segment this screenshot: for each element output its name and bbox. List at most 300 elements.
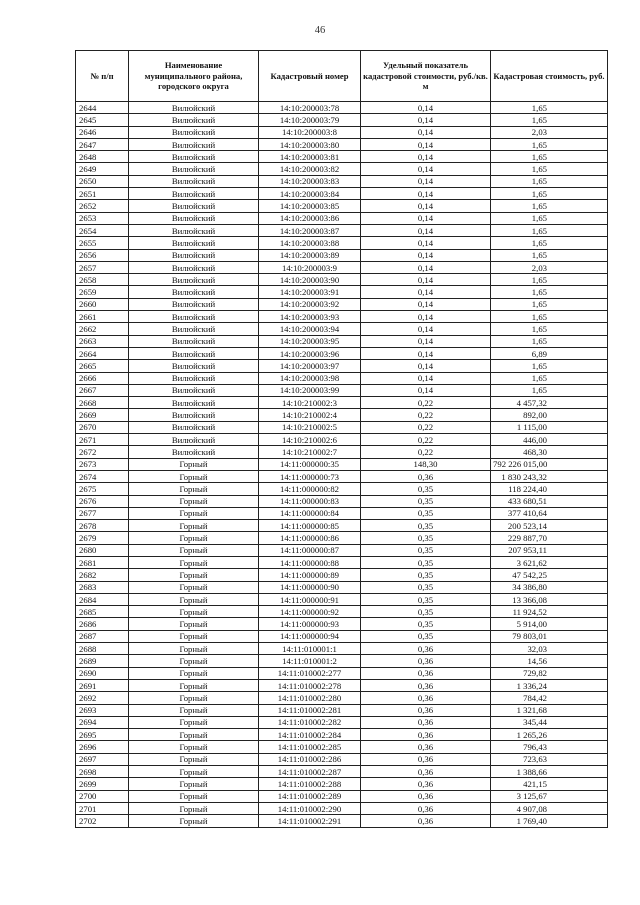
cell-district: Горный xyxy=(129,692,259,704)
cell-number: 2698 xyxy=(76,766,129,778)
cell-specific-value: 0,14 xyxy=(361,286,491,298)
cell-district: Горный xyxy=(129,569,259,581)
cell-cadastral-number: 14:11:010002:291 xyxy=(259,815,361,827)
cell-cadastral-value: 468,30 xyxy=(491,446,608,458)
cell-cadastral-value: 729,82 xyxy=(491,667,608,679)
cell-cadastral-number: 14:11:000000:82 xyxy=(259,483,361,495)
table-row xyxy=(76,766,608,778)
cell-cadastral-value: 1,65 xyxy=(491,286,608,298)
table-row xyxy=(76,360,608,372)
table-row xyxy=(76,581,608,593)
cell-district: Вилюйский xyxy=(129,421,259,433)
cell-specific-value: 0,14 xyxy=(361,175,491,187)
column-header-number: № п/п xyxy=(76,51,129,102)
cell-cadastral-number: 14:10:200003:92 xyxy=(259,298,361,310)
table-row xyxy=(76,778,608,790)
cell-district: Горный xyxy=(129,556,259,568)
cell-specific-value: 0,22 xyxy=(361,397,491,409)
cell-specific-value: 0,14 xyxy=(361,126,491,138)
table-row xyxy=(76,520,608,532)
cell-cadastral-value: 1,65 xyxy=(491,372,608,384)
cell-district: Горный xyxy=(129,778,259,790)
cell-cadastral-value: 1,65 xyxy=(491,249,608,261)
cell-cadastral-number: 14:11:010002:280 xyxy=(259,692,361,704)
cell-district: Вилюйский xyxy=(129,261,259,273)
cell-number: 2669 xyxy=(76,409,129,421)
cell-cadastral-number: 14:10:200003:80 xyxy=(259,138,361,150)
cell-number: 2645 xyxy=(76,114,129,126)
cell-cadastral-number: 14:10:200003:81 xyxy=(259,151,361,163)
table-row xyxy=(76,249,608,261)
cell-number: 2663 xyxy=(76,335,129,347)
table-row xyxy=(76,790,608,802)
cell-number: 2690 xyxy=(76,667,129,679)
cell-specific-value: 0,14 xyxy=(361,163,491,175)
cell-cadastral-number: 14:11:000000:84 xyxy=(259,507,361,519)
table-row xyxy=(76,372,608,384)
cell-specific-value: 0,22 xyxy=(361,434,491,446)
cell-district: Вилюйский xyxy=(129,163,259,175)
cell-specific-value: 0,36 xyxy=(361,667,491,679)
cell-cadastral-number: 14:10:200003:95 xyxy=(259,335,361,347)
cell-district: Вилюйский xyxy=(129,434,259,446)
cell-number: 2701 xyxy=(76,802,129,814)
cell-specific-value: 0,14 xyxy=(361,335,491,347)
table-row xyxy=(76,679,608,691)
cell-number: 2658 xyxy=(76,274,129,286)
cell-number: 2652 xyxy=(76,200,129,212)
cell-number: 2676 xyxy=(76,495,129,507)
table-row xyxy=(76,421,608,433)
cell-number: 2655 xyxy=(76,237,129,249)
cell-cadastral-value: 1,65 xyxy=(491,335,608,347)
cell-district: Горный xyxy=(129,495,259,507)
cell-number: 2681 xyxy=(76,556,129,568)
cell-number: 2661 xyxy=(76,311,129,323)
cell-cadastral-number: 14:10:210002:5 xyxy=(259,421,361,433)
cell-district: Горный xyxy=(129,667,259,679)
cell-specific-value: 0,36 xyxy=(361,778,491,790)
table-row xyxy=(76,188,608,200)
cell-cadastral-value: 1,65 xyxy=(491,138,608,150)
cell-district: Горный xyxy=(129,483,259,495)
cell-cadastral-value: 229 887,70 xyxy=(491,532,608,544)
cadastral-value-table xyxy=(75,50,608,828)
table-row xyxy=(76,667,608,679)
cell-cadastral-number: 14:10:200003:87 xyxy=(259,224,361,236)
cell-cadastral-value: 32,03 xyxy=(491,643,608,655)
cell-cadastral-value: 1,65 xyxy=(491,151,608,163)
cell-cadastral-number: 14:10:200003:79 xyxy=(259,114,361,126)
cell-cadastral-number: 14:10:200003:98 xyxy=(259,372,361,384)
table-row xyxy=(76,643,608,655)
table-row xyxy=(76,593,608,605)
cell-district: Горный xyxy=(129,593,259,605)
table-row xyxy=(76,212,608,224)
cell-specific-value: 0,14 xyxy=(361,360,491,372)
cell-specific-value: 0,14 xyxy=(361,372,491,384)
cell-district: Вилюйский xyxy=(129,360,259,372)
cell-specific-value: 0,35 xyxy=(361,544,491,556)
cell-cadastral-number: 14:10:200003:93 xyxy=(259,311,361,323)
cell-cadastral-number: 14:11:000000:93 xyxy=(259,618,361,630)
cell-cadastral-value: 784,42 xyxy=(491,692,608,704)
cell-specific-value: 0,36 xyxy=(361,470,491,482)
table-row xyxy=(76,507,608,519)
cell-specific-value: 0,35 xyxy=(361,630,491,642)
cell-number: 2671 xyxy=(76,434,129,446)
table-row xyxy=(76,200,608,212)
cell-cadastral-value: 1 265,26 xyxy=(491,729,608,741)
table-row xyxy=(76,470,608,482)
cell-cadastral-value: 1 321,68 xyxy=(491,704,608,716)
cell-specific-value: 0,35 xyxy=(361,606,491,618)
cell-number: 2693 xyxy=(76,704,129,716)
cell-cadastral-number: 14:10:200003:97 xyxy=(259,360,361,372)
table-row xyxy=(76,163,608,175)
cell-district: Вилюйский xyxy=(129,323,259,335)
cell-cadastral-number: 14:11:010002:282 xyxy=(259,716,361,728)
cell-cadastral-value: 34 386,80 xyxy=(491,581,608,593)
cell-cadastral-number: 14:11:000000:92 xyxy=(259,606,361,618)
cell-cadastral-value: 1,65 xyxy=(491,384,608,396)
cell-specific-value: 0,35 xyxy=(361,618,491,630)
cell-cadastral-value: 1,65 xyxy=(491,298,608,310)
table-body xyxy=(76,102,608,828)
cell-district: Вилюйский xyxy=(129,409,259,421)
cell-number: 2648 xyxy=(76,151,129,163)
cell-cadastral-number: 14:10:200003:94 xyxy=(259,323,361,335)
cell-number: 2682 xyxy=(76,569,129,581)
cell-cadastral-value: 3 621,62 xyxy=(491,556,608,568)
cell-cadastral-number: 14:11:000000:90 xyxy=(259,581,361,593)
cell-specific-value: 0,14 xyxy=(361,384,491,396)
table-row xyxy=(76,606,608,618)
cell-number: 2674 xyxy=(76,470,129,482)
cell-cadastral-number: 14:11:000000:73 xyxy=(259,470,361,482)
cell-district: Вилюйский xyxy=(129,286,259,298)
table-row xyxy=(76,569,608,581)
cell-district: Горный xyxy=(129,581,259,593)
cell-specific-value: 0,35 xyxy=(361,569,491,581)
cell-specific-value: 0,35 xyxy=(361,507,491,519)
table-row xyxy=(76,630,608,642)
page-number: 46 xyxy=(314,25,326,36)
cell-specific-value: 0,22 xyxy=(361,446,491,458)
cell-cadastral-value: 1 115,00 xyxy=(491,421,608,433)
cell-specific-value: 0,36 xyxy=(361,704,491,716)
table-row xyxy=(76,802,608,814)
cell-number: 2651 xyxy=(76,188,129,200)
cell-specific-value: 0,35 xyxy=(361,495,491,507)
table-row xyxy=(76,692,608,704)
column-header-specific-value: Удельный показатель кадастровой стоимости, руб./кв. м xyxy=(361,51,491,102)
cell-specific-value: 0,14 xyxy=(361,151,491,163)
cell-district: Вилюйский xyxy=(129,274,259,286)
cell-district: Горный xyxy=(129,729,259,741)
cell-specific-value: 0,35 xyxy=(361,483,491,495)
cell-district: Горный xyxy=(129,679,259,691)
cell-cadastral-number: 14:10:200003:9 xyxy=(259,261,361,273)
cell-district: Горный xyxy=(129,520,259,532)
cell-specific-value: 0,14 xyxy=(361,298,491,310)
cell-number: 2675 xyxy=(76,483,129,495)
cell-cadastral-value: 1,65 xyxy=(491,237,608,249)
cell-district: Горный xyxy=(129,802,259,814)
cell-cadastral-value: 1,65 xyxy=(491,274,608,286)
cell-district: Вилюйский xyxy=(129,224,259,236)
cell-cadastral-number: 14:11:010002:286 xyxy=(259,753,361,765)
cell-cadastral-number: 14:11:000000:87 xyxy=(259,544,361,556)
cell-cadastral-value: 4 907,08 xyxy=(491,802,608,814)
cell-cadastral-number: 14:10:200003:90 xyxy=(259,274,361,286)
cell-number: 2677 xyxy=(76,507,129,519)
cell-specific-value: 0,14 xyxy=(361,323,491,335)
cell-number: 2689 xyxy=(76,655,129,667)
cell-district: Вилюйский xyxy=(129,102,259,114)
cell-cadastral-number: 14:11:010002:284 xyxy=(259,729,361,741)
cell-cadastral-value: 4 457,32 xyxy=(491,397,608,409)
cell-cadastral-number: 14:11:010001:1 xyxy=(259,643,361,655)
cell-number: 2670 xyxy=(76,421,129,433)
cell-cadastral-number: 14:10:200003:78 xyxy=(259,102,361,114)
cell-cadastral-number: 14:10:200003:82 xyxy=(259,163,361,175)
cell-cadastral-number: 14:11:010002:277 xyxy=(259,667,361,679)
column-header-cadastral-number: Кадастровый номер xyxy=(259,51,361,102)
cell-district: Вилюйский xyxy=(129,249,259,261)
cell-number: 2702 xyxy=(76,815,129,827)
cell-district: Горный xyxy=(129,507,259,519)
cell-cadastral-value: 47 542,25 xyxy=(491,569,608,581)
cell-district: Горный xyxy=(129,606,259,618)
table-row xyxy=(76,397,608,409)
cell-cadastral-number: 14:11:000000:88 xyxy=(259,556,361,568)
cell-number: 2667 xyxy=(76,384,129,396)
cell-number: 2679 xyxy=(76,532,129,544)
cell-number: 2686 xyxy=(76,618,129,630)
cell-cadastral-value: 11 924,52 xyxy=(491,606,608,618)
cell-cadastral-number: 14:10:210002:7 xyxy=(259,446,361,458)
cell-district: Горный xyxy=(129,655,259,667)
cell-cadastral-value: 6,89 xyxy=(491,347,608,359)
cell-specific-value: 0,35 xyxy=(361,520,491,532)
cell-district: Вилюйский xyxy=(129,335,259,347)
cell-specific-value: 0,36 xyxy=(361,741,491,753)
cell-cadastral-number: 14:11:000000:91 xyxy=(259,593,361,605)
cell-number: 2694 xyxy=(76,716,129,728)
table-row xyxy=(76,138,608,150)
cell-cadastral-value: 1,65 xyxy=(491,188,608,200)
table-row xyxy=(76,704,608,716)
cell-number: 2665 xyxy=(76,360,129,372)
cell-cadastral-number: 14:11:010002:287 xyxy=(259,766,361,778)
cell-district: Горный xyxy=(129,532,259,544)
cell-number: 2683 xyxy=(76,581,129,593)
table-row xyxy=(76,224,608,236)
cell-cadastral-value: 1,65 xyxy=(491,163,608,175)
table-row xyxy=(76,126,608,138)
table-row xyxy=(76,274,608,286)
cell-cadastral-value: 118 224,40 xyxy=(491,483,608,495)
column-header-district: Наименование муниципального района, городского округа xyxy=(129,51,259,102)
cell-cadastral-value: 200 523,14 xyxy=(491,520,608,532)
cell-number: 2668 xyxy=(76,397,129,409)
cell-cadastral-value: 1,65 xyxy=(491,114,608,126)
cell-specific-value: 148,30 xyxy=(361,458,491,470)
table-row xyxy=(76,532,608,544)
cell-number: 2697 xyxy=(76,753,129,765)
table-row xyxy=(76,446,608,458)
cell-cadastral-value: 79 803,01 xyxy=(491,630,608,642)
cell-cadastral-number: 14:10:200003:85 xyxy=(259,200,361,212)
cell-specific-value: 0,36 xyxy=(361,643,491,655)
cell-specific-value: 0,14 xyxy=(361,138,491,150)
cell-district: Вилюйский xyxy=(129,114,259,126)
cell-number: 2688 xyxy=(76,643,129,655)
cell-cadastral-number: 14:10:200003:88 xyxy=(259,237,361,249)
cell-cadastral-number: 14:11:000000:94 xyxy=(259,630,361,642)
cell-cadastral-value: 792 226 015,00 xyxy=(491,458,608,470)
cell-number: 2649 xyxy=(76,163,129,175)
cell-district: Вилюйский xyxy=(129,298,259,310)
cell-number: 2692 xyxy=(76,692,129,704)
cell-specific-value: 0,14 xyxy=(361,347,491,359)
cell-cadastral-number: 14:11:000000:83 xyxy=(259,495,361,507)
cell-number: 2680 xyxy=(76,544,129,556)
cell-cadastral-number: 14:11:010002:288 xyxy=(259,778,361,790)
cell-cadastral-value: 446,00 xyxy=(491,434,608,446)
cell-cadastral-value: 1,65 xyxy=(491,323,608,335)
cell-cadastral-number: 14:10:200003:96 xyxy=(259,347,361,359)
cell-cadastral-number: 14:10:210002:4 xyxy=(259,409,361,421)
table-row xyxy=(76,261,608,273)
cell-cadastral-value: 13 366,08 xyxy=(491,593,608,605)
table-row xyxy=(76,347,608,359)
cell-cadastral-number: 14:10:200003:83 xyxy=(259,175,361,187)
cell-specific-value: 0,14 xyxy=(361,224,491,236)
cell-district: Вилюйский xyxy=(129,372,259,384)
cell-cadastral-number: 14:10:200003:86 xyxy=(259,212,361,224)
cell-specific-value: 0,36 xyxy=(361,729,491,741)
cell-number: 2656 xyxy=(76,249,129,261)
table-row xyxy=(76,114,608,126)
cell-specific-value: 0,14 xyxy=(361,261,491,273)
cell-cadastral-value: 1 830 243,32 xyxy=(491,470,608,482)
cell-specific-value: 0,36 xyxy=(361,790,491,802)
table-row xyxy=(76,409,608,421)
cell-specific-value: 0,36 xyxy=(361,802,491,814)
cell-district: Горный xyxy=(129,470,259,482)
cell-number: 2654 xyxy=(76,224,129,236)
table-row xyxy=(76,815,608,827)
cell-specific-value: 0,14 xyxy=(361,212,491,224)
cell-district: Вилюйский xyxy=(129,397,259,409)
cell-cadastral-value: 1,65 xyxy=(491,212,608,224)
table-header xyxy=(76,51,608,102)
cell-cadastral-number: 14:11:000000:85 xyxy=(259,520,361,532)
cell-cadastral-number: 14:11:010002:278 xyxy=(259,679,361,691)
cell-cadastral-number: 14:11:010002:289 xyxy=(259,790,361,802)
cell-district: Горный xyxy=(129,630,259,642)
cell-cadastral-number: 14:10:200003:89 xyxy=(259,249,361,261)
cell-cadastral-value: 1,65 xyxy=(491,360,608,372)
table-row xyxy=(76,729,608,741)
cell-district: Вилюйский xyxy=(129,200,259,212)
cell-specific-value: 0,36 xyxy=(361,655,491,667)
cell-district: Горный xyxy=(129,544,259,556)
cell-specific-value: 0,36 xyxy=(361,716,491,728)
table-row xyxy=(76,311,608,323)
cell-cadastral-number: 14:11:010002:290 xyxy=(259,802,361,814)
cell-district: Горный xyxy=(129,458,259,470)
cell-number: 2660 xyxy=(76,298,129,310)
cell-district: Вилюйский xyxy=(129,237,259,249)
cell-cadastral-value: 723,63 xyxy=(491,753,608,765)
cell-cadastral-value: 1,65 xyxy=(491,102,608,114)
cell-cadastral-value: 433 680,51 xyxy=(491,495,608,507)
cell-specific-value: 0,36 xyxy=(361,766,491,778)
cell-district: Горный xyxy=(129,716,259,728)
cell-number: 2699 xyxy=(76,778,129,790)
cell-cadastral-value: 892,00 xyxy=(491,409,608,421)
table-row xyxy=(76,102,608,114)
cell-cadastral-value: 207 953,11 xyxy=(491,544,608,556)
cell-number: 2687 xyxy=(76,630,129,642)
cell-cadastral-value: 5 914,00 xyxy=(491,618,608,630)
cell-specific-value: 0,22 xyxy=(361,421,491,433)
cell-number: 2673 xyxy=(76,458,129,470)
cell-specific-value: 0,22 xyxy=(361,409,491,421)
cell-cadastral-value: 3 125,67 xyxy=(491,790,608,802)
cell-cadastral-value: 1,65 xyxy=(491,224,608,236)
cell-district: Горный xyxy=(129,753,259,765)
cell-district: Горный xyxy=(129,643,259,655)
cell-cadastral-number: 14:10:210002:6 xyxy=(259,434,361,446)
cell-specific-value: 0,36 xyxy=(361,679,491,691)
cell-number: 2695 xyxy=(76,729,129,741)
cell-cadastral-number: 14:11:010002:285 xyxy=(259,741,361,753)
cell-cadastral-number: 14:10:210002:3 xyxy=(259,397,361,409)
table-row xyxy=(76,716,608,728)
cell-specific-value: 0,14 xyxy=(361,249,491,261)
cell-district: Вилюйский xyxy=(129,126,259,138)
cell-district: Вилюйский xyxy=(129,311,259,323)
table-row xyxy=(76,458,608,470)
cell-specific-value: 0,14 xyxy=(361,311,491,323)
table-row xyxy=(76,544,608,556)
cell-cadastral-number: 14:11:010001:2 xyxy=(259,655,361,667)
cell-cadastral-number: 14:10:200003:91 xyxy=(259,286,361,298)
cell-cadastral-number: 14:11:000000:35 xyxy=(259,458,361,470)
cell-number: 2666 xyxy=(76,372,129,384)
cell-specific-value: 0,36 xyxy=(361,815,491,827)
cell-specific-value: 0,36 xyxy=(361,692,491,704)
cell-number: 2647 xyxy=(76,138,129,150)
cell-specific-value: 0,35 xyxy=(361,593,491,605)
table-row xyxy=(76,298,608,310)
cell-district: Горный xyxy=(129,704,259,716)
cell-cadastral-value: 1,65 xyxy=(491,175,608,187)
cell-specific-value: 0,14 xyxy=(361,114,491,126)
cell-district: Вилюйский xyxy=(129,212,259,224)
cell-cadastral-value: 2,03 xyxy=(491,126,608,138)
cell-number: 2664 xyxy=(76,347,129,359)
cell-cadastral-number: 14:11:010002:281 xyxy=(259,704,361,716)
cell-cadastral-value: 14,56 xyxy=(491,655,608,667)
cell-cadastral-value: 421,15 xyxy=(491,778,608,790)
table-row xyxy=(76,618,608,630)
cell-district: Вилюйский xyxy=(129,446,259,458)
